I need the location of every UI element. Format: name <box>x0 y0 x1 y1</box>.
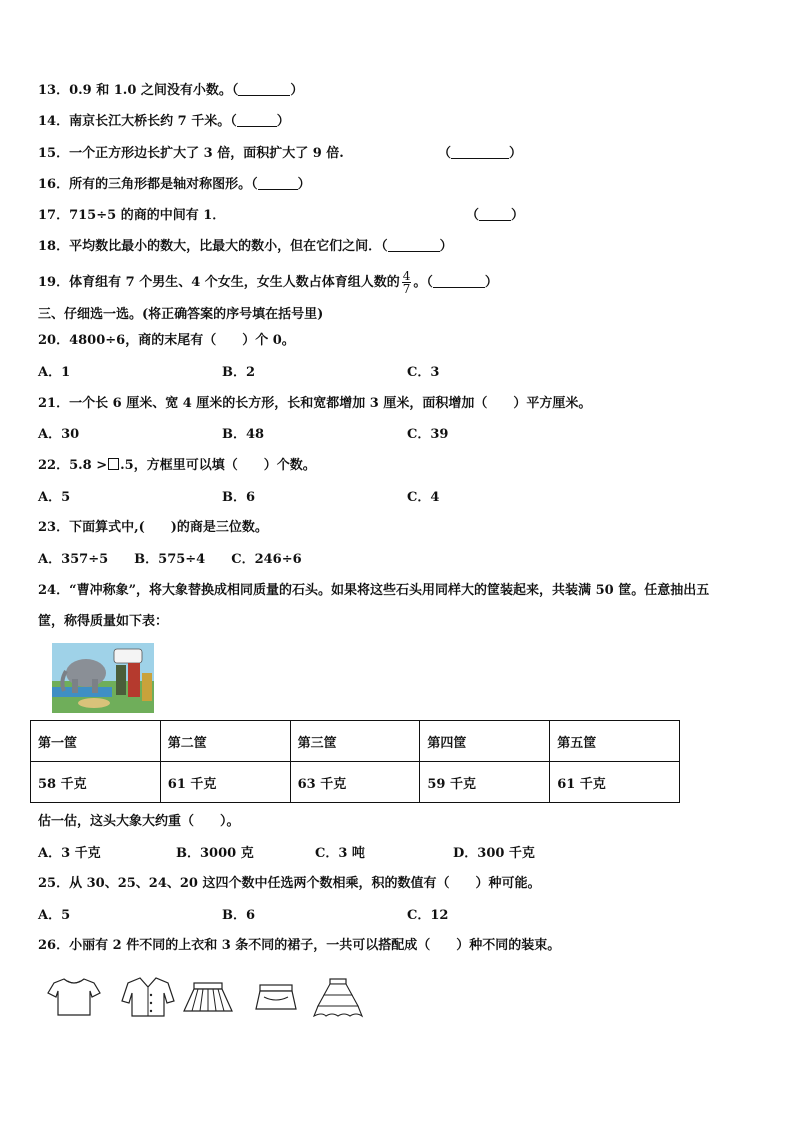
question-25: 25．从 30、25、24、20 这四个数中任选两个数相乘，积的数值有（ ）种可能。 <box>38 876 541 891</box>
question-23-options[interactable]: A．357÷5 B．575÷4 C．246÷6 <box>38 552 302 567</box>
question-19 <box>38 270 498 296</box>
option-b[interactable]: B．3000 克 <box>176 846 254 861</box>
paren-open: （ <box>466 208 480 223</box>
question-13 <box>38 82 303 100</box>
skirt-short-icon <box>248 975 304 1019</box>
option-b[interactable]: B．6 <box>222 490 256 505</box>
question-19-text: 19．体育组有 7 个男生、4 个女生，女生人数占体育组人数的 <box>38 275 400 290</box>
question-13-text: 13．0.9 和 1.0 之间没有小数。（ <box>38 83 239 98</box>
table-header-cell: 第二筐 <box>160 721 290 762</box>
option-a[interactable]: A．30 <box>38 427 80 442</box>
option-b[interactable]: B．6 <box>222 908 256 923</box>
answer-blank-18[interactable] <box>388 239 440 252</box>
question-22-text-post: .5，方框里可以填（ ）个数。 <box>120 458 316 473</box>
option-c[interactable]: C．39 <box>407 427 449 442</box>
question-20: 20．4800÷6，商的末尾有（ ）个 0。 <box>38 333 295 348</box>
table-header-row <box>31 721 680 762</box>
table-header-cell: 第三筐 <box>290 721 420 762</box>
paren-close: ） <box>276 114 290 129</box>
section-heading-3: 三、仔细选一选。(将正确答案的序号填在括号里) <box>38 307 324 322</box>
skirt-tiered-icon <box>310 975 366 1019</box>
answer-blank-16[interactable] <box>258 177 298 190</box>
paren-open: （ <box>438 146 452 161</box>
paren-close: ） <box>439 239 453 254</box>
option-c[interactable]: C．3 吨 <box>315 846 365 861</box>
table-cell: 63 千克 <box>290 762 420 803</box>
tshirt-icon <box>46 975 102 1019</box>
option-a[interactable]: A．5 <box>38 490 71 505</box>
paren-close: ） <box>509 146 523 161</box>
answer-paren-15 <box>438 145 522 163</box>
table-header-cell: 第五筐 <box>550 721 680 762</box>
table-cell: 61 千克 <box>550 762 680 803</box>
table-row <box>31 762 680 803</box>
question-17 <box>38 207 225 225</box>
table-cell: 61 千克 <box>160 762 290 803</box>
skirt-pleated-icon <box>180 975 236 1019</box>
question-15-text: 15．一个正方形边长扩大了 3 倍，面积扩大了 9 倍. <box>38 146 344 161</box>
question-22-text-pre: 22．5.8 > <box>38 458 108 473</box>
answer-blank-14[interactable] <box>237 114 277 127</box>
jacket-icon <box>120 975 176 1019</box>
question-14 <box>38 113 290 131</box>
table-cell: 59 千克 <box>420 762 550 803</box>
option-a[interactable]: A．5 <box>38 908 71 923</box>
option-b[interactable]: B．48 <box>222 427 265 442</box>
question-14-text: 14．南京长江大桥长约 7 千米。（ <box>38 114 237 129</box>
question-21: 21．一个长 6 厘米、宽 4 厘米的长方形，长和宽都增加 3 厘米，面积增加（ ）平方厘米。 <box>38 396 592 411</box>
paren-close: ） <box>511 208 525 223</box>
answer-blank-19[interactable] <box>433 275 485 288</box>
question-18-text: 18．平均数比最小的数大，比最大的数小，但在它们之间．（ <box>38 239 388 254</box>
weights-table <box>30 720 680 803</box>
table-header-cell: 第四筐 <box>420 721 550 762</box>
question-24-line1: 24．“曹冲称象”，将大象替换成相同质量的石头。如果将这些石头用同样大的筐装起来，共装满 50 筐。任意抽出五 <box>38 583 710 598</box>
question-16-text: 16．所有的三角形都是轴对称图形。（ <box>38 177 258 192</box>
question-24-line2: 筐，称得质量如下表： <box>38 614 169 629</box>
paren-open: 。（ <box>413 275 433 290</box>
option-d[interactable]: D．300 千克 <box>453 846 535 861</box>
answer-blank-13[interactable] <box>238 83 290 96</box>
option-b[interactable]: B．2 <box>222 365 256 380</box>
elephant-story-picture <box>52 643 154 713</box>
question-18 <box>38 238 453 256</box>
question-22 <box>38 457 316 475</box>
option-c[interactable]: C．3 <box>407 365 440 380</box>
question-16 <box>38 176 311 194</box>
option-a[interactable]: A．3 千克 <box>38 846 101 861</box>
question-17-text: 17．715÷5 的商的中间有 1． <box>38 208 226 223</box>
paren-close: ） <box>297 177 311 192</box>
empty-box-icon <box>108 458 119 470</box>
option-c[interactable]: C．4 <box>407 490 440 505</box>
question-15 <box>38 145 344 163</box>
paren-close: ） <box>484 275 498 290</box>
table-header-cell: 第一筐 <box>31 721 161 762</box>
paren-close: ） <box>290 83 304 98</box>
answer-blank-15[interactable] <box>451 146 509 159</box>
table-cell: 58 千克 <box>31 762 161 803</box>
option-c[interactable]: C．12 <box>407 908 449 923</box>
answer-blank-17[interactable] <box>479 208 511 221</box>
question-23: 23．下面算式中,( )的商是三位数。 <box>38 520 268 535</box>
question-24-estimate: 估一估，这头大象大约重（ ）。 <box>38 814 240 829</box>
question-26: 26．小丽有 2 件不同的上衣和 3 条不同的裙子，一共可以搭配成（ ）种不同的装束。 <box>38 938 561 953</box>
fraction-4-7: $\frac{4}{7}$ <box>402 269 411 296</box>
option-a[interactable]: A．1 <box>38 365 71 380</box>
answer-paren-17 <box>466 207 524 225</box>
